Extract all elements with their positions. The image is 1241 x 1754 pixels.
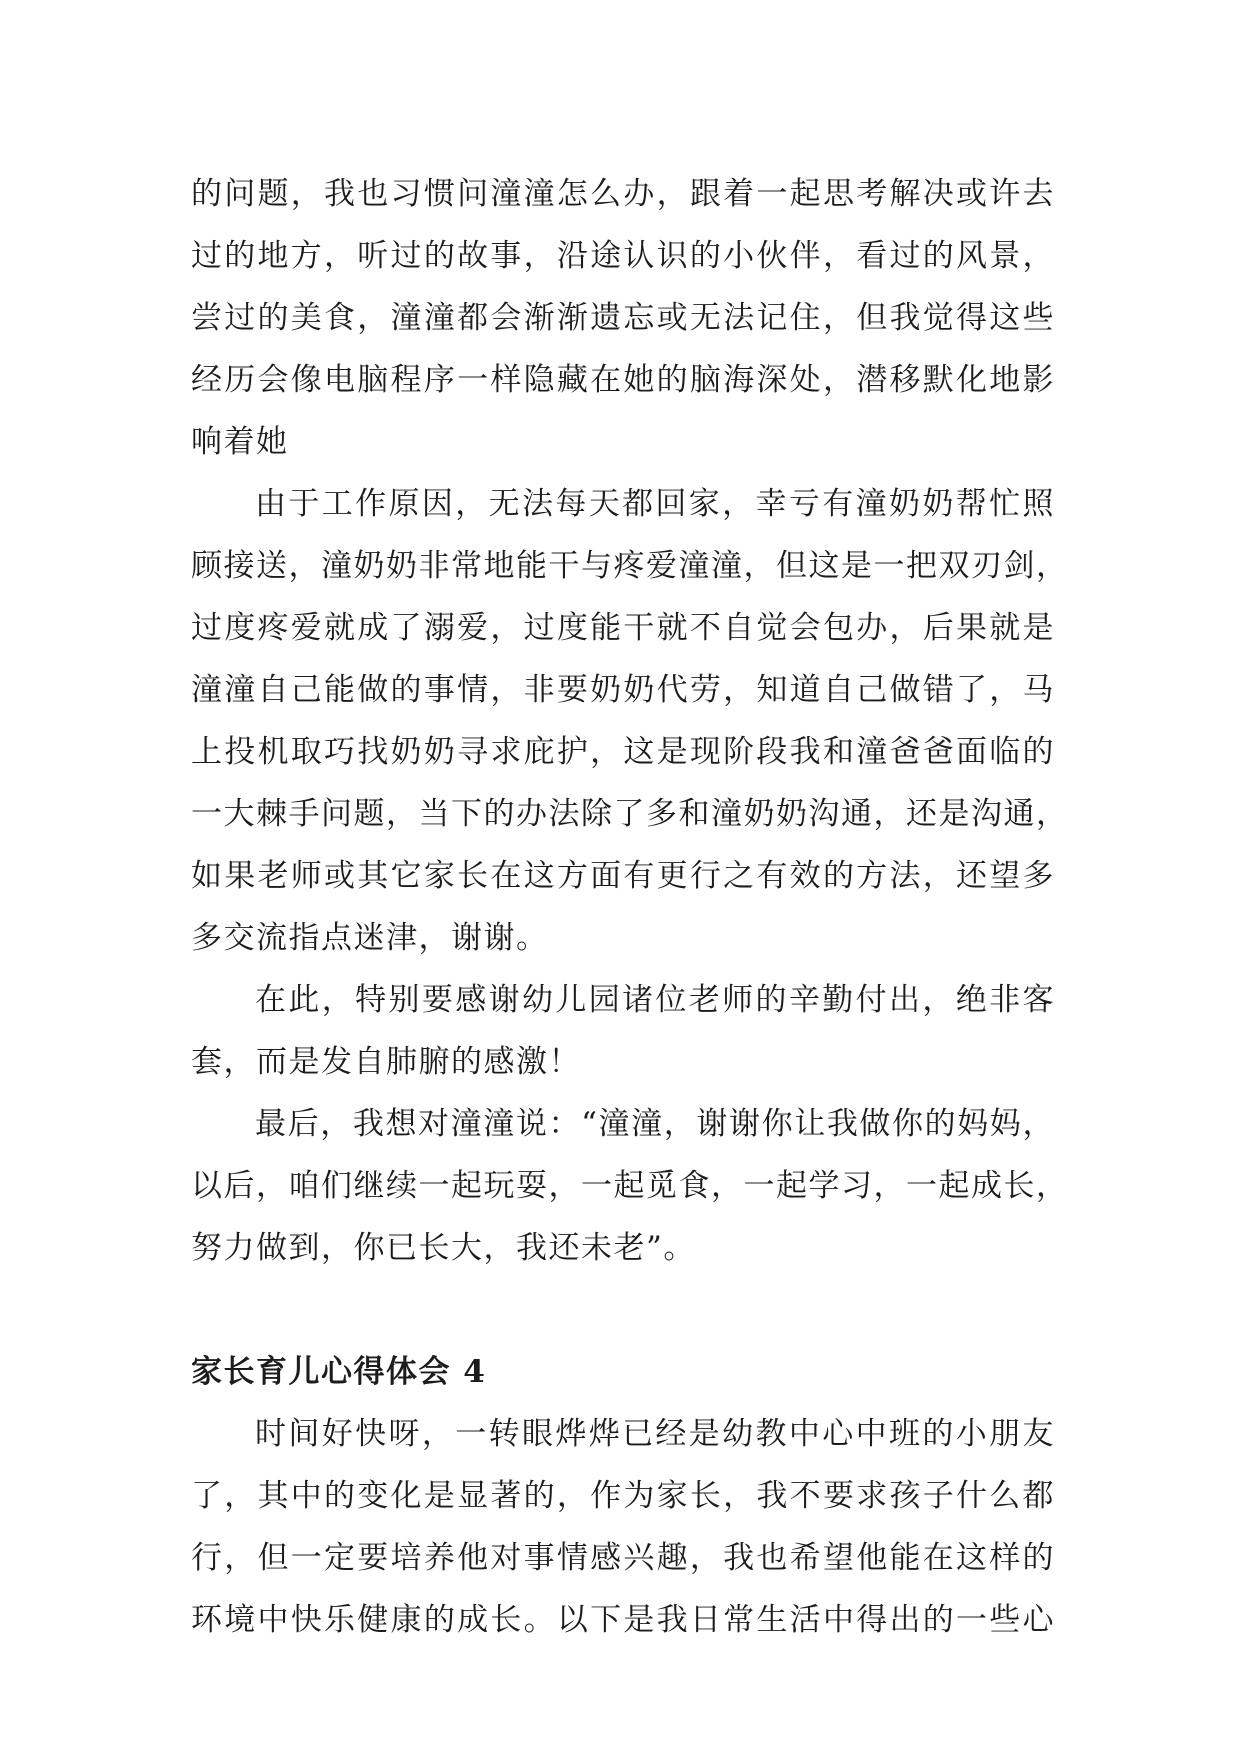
section-spacer [191, 1279, 1055, 1341]
paragraph-thanks-teachers [191, 969, 1055, 1093]
section-heading: 家长育儿心得体会 4 [191, 1354, 487, 1390]
text-line: 了，其中的变化是显著的，作为家长，我不要求孩子什么都 [191, 1478, 1055, 1514]
text-line: 由于工作原因，无法每天都回家，幸亏有潼奶奶帮忙照 [255, 486, 1055, 522]
paragraph-closing [191, 1093, 1069, 1279]
text-line: 环境中快乐健康的成长。以下是我日常生活中得出的一些心 [191, 1602, 1055, 1638]
text-line: 套，而是发自肺腑的感激！ [191, 1044, 581, 1080]
text-line: 努力做到，你已长大，我还未老”。 [191, 1230, 696, 1266]
text-line: 过度疼爱就成了溺爱，过度能干就不自觉会包办，后果就是 [191, 610, 1055, 646]
text-line: 上投机取巧找奶奶寻求庇护，这是现阶段我和潼爸爸面临的 [191, 734, 1055, 770]
paragraph-continued [191, 163, 1055, 473]
text-line: 潼潼自己能做的事情，非要奶奶代劳，知道自己做错了，马 [191, 672, 1055, 708]
paragraph-work-reason [191, 473, 1069, 969]
text-line: 一大棘手问题，当下的办法除了多和潼奶奶沟通，还是沟通， [191, 796, 1069, 832]
text-line: 以后，咱们继续一起玩耍，一起觅食，一起学习，一起成长， [191, 1168, 1069, 1204]
text-line: 时间好快呀，一转眼烨烨已经是幼教中心中班的小朋友 [255, 1416, 1055, 1452]
text-line: 如果老师或其它家长在这方面有更行之有效的方法，还望多 [191, 858, 1055, 894]
text-line: 顾接送，潼奶奶非常地能干与疼爱潼潼，但这是一把双刃剑， [191, 548, 1069, 584]
text-line: 的问题，我也习惯问潼潼怎么办，跟着一起思考解决或许去 [191, 176, 1055, 212]
text-line: 尝过的美食，潼潼都会渐渐遗忘或无法记住，但我觉得这些 [191, 300, 1055, 336]
text-line: 行，但一定要培养他对事情感兴趣，我也希望他能在这样的 [191, 1540, 1055, 1576]
text-line: 最后，我想对潼潼说：“潼潼，谢谢你让我做你的妈妈， [255, 1106, 1055, 1142]
text-line: 经历会像电脑程序一样隐藏在她的脑海深处，潜移默化地影 [191, 362, 1055, 398]
document-body [191, 163, 1069, 1651]
text-line: 过的地方，听过的故事，沿途认识的小伙伴，看过的风景， [191, 238, 1055, 274]
text-line: 在此，特别要感谢幼儿园诸位老师的辛勤付出，绝非客 [255, 982, 1055, 1018]
text-line: 响着她 [191, 424, 289, 460]
text-line: 多交流指点迷津，谢谢。 [191, 920, 549, 956]
paragraph-section4-intro [191, 1403, 1055, 1651]
